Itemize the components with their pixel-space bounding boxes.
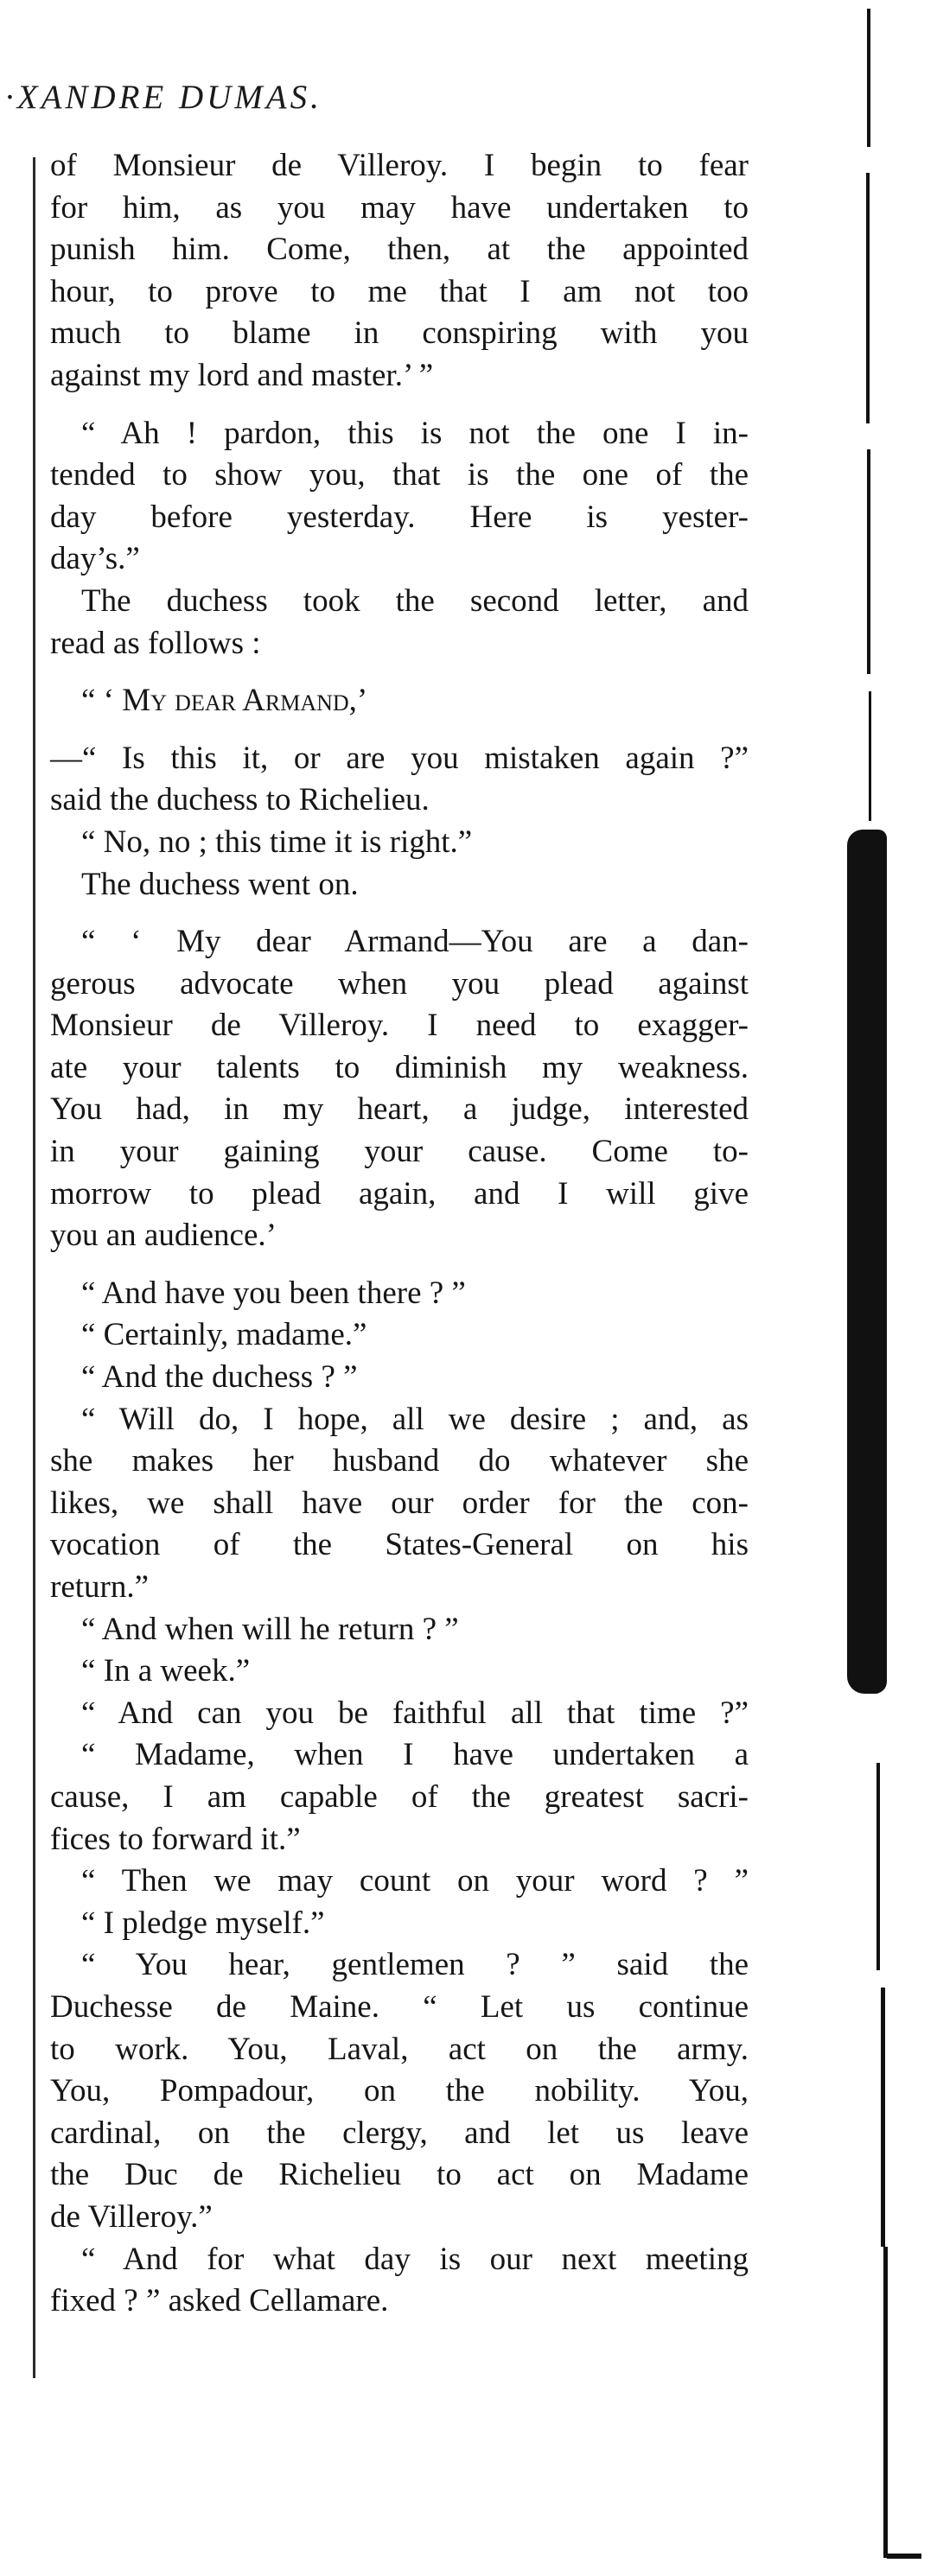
- page-text: [50, 145, 749, 2323]
- text-line: she makes her husband do whatever she: [50, 1443, 749, 1479]
- text-line: much to blame in conspiring with you: [50, 315, 749, 352]
- paragraph-gap: [50, 665, 749, 680]
- text-line: ate your talents to diminish my weakness.: [50, 1049, 749, 1085]
- text-line: “ And for what day is our next meeting: [81, 2241, 749, 2277]
- text-line: You had, in my heart, a judge, interested: [50, 1091, 749, 1128]
- text-line: “ No, no ; this time it is right.”: [81, 824, 473, 860]
- text-line: de Villeroy.”: [50, 2198, 213, 2235]
- text-line: Duchesse de Maine. “ Let us continue: [50, 1988, 749, 2025]
- text-line: cardinal, on the clergy, and let us leave: [50, 2115, 749, 2151]
- text-line: said the duchess to Richelieu.: [50, 782, 430, 818]
- text-line: The duchess went on.: [81, 866, 359, 902]
- margin-mark-upper: [866, 173, 870, 423]
- text-line: “ Then we may count on your word ? ”: [81, 1863, 749, 1899]
- column-rule: [33, 157, 35, 2378]
- margin-mark-bottom-3: [883, 2247, 888, 2558]
- margin-mark-lower: [869, 691, 871, 821]
- text-line: to work. You, Laval, act on the army.: [50, 2031, 749, 2067]
- text-line: for him, as you may have undertaken to: [50, 189, 749, 226]
- margin-mark-bottom-1: [876, 1763, 880, 1970]
- text-line: “ I pledge myself.”: [81, 1905, 325, 1941]
- running-head: ·XANDRE DUMAS.: [5, 79, 322, 116]
- text-line: cause, I am capable of the greatest sacri-: [50, 1778, 749, 1815]
- text-line: “ And when will he return ? ”: [81, 1611, 459, 1647]
- text-line: vocation of the States-General on his: [50, 1527, 749, 1563]
- text-line: “ Certainly, madame.”: [81, 1317, 367, 1353]
- text-line: punish him. Come, then, at the appointed: [50, 232, 749, 268]
- text-line: read as follows :: [50, 625, 261, 661]
- text-line: Monsieur de Villeroy. I need to exagger-: [50, 1008, 749, 1044]
- text-line: fices to forward it.”: [50, 1821, 301, 1857]
- text-line: day’s.”: [50, 541, 140, 577]
- margin-mark-mid: [867, 449, 870, 674]
- text-line: the Duc de Richelieu to act on Madame: [50, 2157, 749, 2193]
- text-line: “ Madame, when I have undertaken a: [81, 1737, 749, 1773]
- text-line: “ You hear, gentlemen ? ” said the: [81, 1947, 749, 1983]
- text-line: morrow to plead again, and I will give: [50, 1175, 749, 1212]
- text-line: you an audience.’: [50, 1218, 277, 1254]
- text-line: in your gaining your cause. Come to-: [50, 1134, 749, 1170]
- text-line: return.”: [50, 1569, 150, 1605]
- text-line: likes, we shall have our order for the con-: [50, 1485, 749, 1521]
- text-line: “ Will do, I hope, all we desire ; and, as: [81, 1401, 749, 1437]
- margin-mark-bottom-2: [881, 1988, 885, 2247]
- text-line: “ ‘ My dear Armand—You are a dan-: [81, 924, 749, 960]
- text-line: of Monsieur de Villeroy. I begin to fear: [50, 148, 749, 183]
- margin-tick: [887, 2554, 921, 2559]
- text-line: “ In a week.”: [81, 1653, 251, 1689]
- text-line: gerous advocate when you plead against: [50, 965, 749, 1002]
- margin-mark-top: [867, 9, 870, 147]
- text-line: against my lord and master.’ ”: [50, 357, 434, 393]
- paragraph-gap: [50, 398, 749, 413]
- paragraph-gap: [50, 1257, 749, 1273]
- paragraph-gap: [50, 722, 749, 738]
- text-line: day before yesterday. Here is yester-: [50, 499, 749, 535]
- paragraph-gap: [50, 906, 749, 921]
- text-line: fixed ? ” asked Cellamare.: [50, 2283, 389, 2319]
- text-line: hour, to prove to me that I am not too: [50, 273, 749, 309]
- text-line: You, Pompadour, on the nobility. You,: [50, 2073, 749, 2109]
- text-line: The duchess took the second letter, and: [81, 582, 749, 619]
- text-line: “ And have you been there ? ”: [81, 1275, 466, 1311]
- margin-blot: [847, 830, 887, 1694]
- text-line: “ And the duchess ? ”: [81, 1359, 358, 1396]
- text-line: “ And can you be faithful all that time ?”: [81, 1695, 749, 1731]
- text-line: tended to show you, that is the one of the: [50, 457, 749, 493]
- text-line: “ Ah ! pardon, this is not the one I in-: [81, 415, 749, 451]
- text-line: “ ‘ My dear Armand,’: [81, 683, 368, 719]
- text-line: —“ Is this it, or are you mistaken again ?”: [50, 740, 749, 776]
